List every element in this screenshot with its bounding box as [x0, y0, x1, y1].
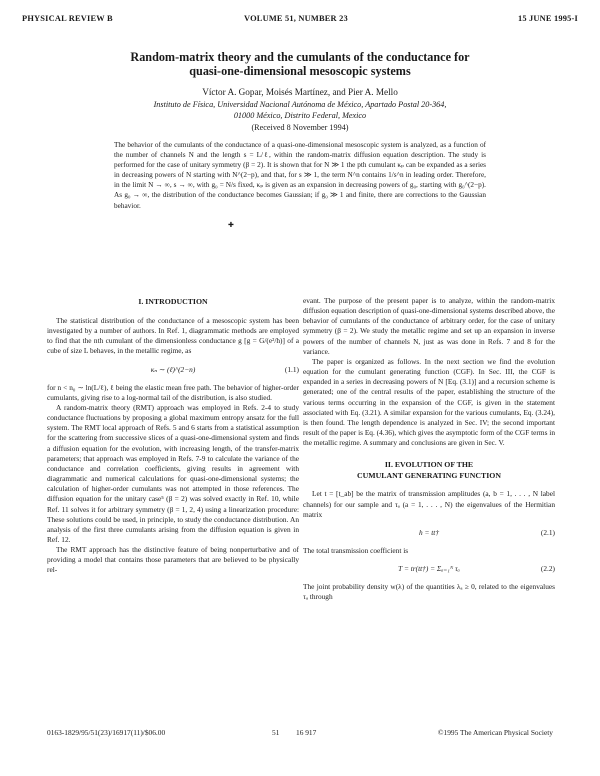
equation-1-1-body: κₙ ∼ (ℓ)^(2−n) [150, 364, 196, 374]
equation-1-1 [47, 357, 299, 383]
received-date: (Received 8 November 1994) [251, 123, 349, 132]
right-paragraph-1: evant. The purpose of the present paper is to analyze, within the random-matrix diffusion equation description of quasi-one-dimensional systems described above, the behavior of cumulants of the conductance of arbitrary order, for the case of unitary symmetry (β = 2). We study the metallic regime and set up an expansion in inverse powers of the number of channels N, just as was done in Refs. 7 and 8 for the variance. [303, 296, 555, 356]
registration-mark: ✚ [228, 221, 234, 229]
footer-copyright: ©1995 The American Physical Society [437, 728, 553, 737]
title-line-2: quasi-one-dimensional mesoscopic systems [189, 64, 411, 78]
footer-page-number: 16 917 [296, 728, 317, 737]
equation-2-1 [303, 520, 555, 546]
right-column [303, 296, 555, 602]
affiliation-line-1: Instituto de Física, Universidad Nacional Autónoma de México, Apartado Postal 20-364, [153, 100, 447, 109]
journal-name: PHYSICAL REVIEW B [22, 14, 113, 23]
intro-paragraph-4: The RMT approach has the distinctive feature of being nonperturbative and of providing a model that contains those parameters that are believed to be physically rel- [47, 545, 299, 575]
right-paragraph-4: The total transmission coefficient is [303, 545, 409, 555]
title-line-1: Random-matrix theory and the cumulants of the conductance for [130, 50, 470, 64]
footer-volume: 51 [272, 728, 280, 737]
equation-2-1-body: h = tt† [418, 527, 440, 537]
intro-paragraph-1: The statistical distribution of the conductance of a mesoscopic system has been investigated by a number of authors. In Ref. 1, diagrammatic methods are employed to find that the nth cumulant of the dimensionless conductance g [g = G/(e²/h)] of a cube of size L behaves, in the metallic regime, as [47, 316, 299, 356]
left-column [47, 296, 299, 576]
equation-2-2-body: T = tr(tt†) = Σₐ₌₁ᴺ τₐ [398, 563, 460, 573]
affiliation-line-2: 01000 México, Distrito Federal, Mexico [233, 111, 367, 120]
equation-1-1-number: (1.1) [284, 364, 299, 374]
intro-paragraph-3: A random-matrix theory (RMT) approach was employed in Refs. 2-4 to study conductance fluctuations by proposing a global maximum entropy ansatz for the full system. The RMT local approach of Refs. 5 and 6 starts from a statistical assumption for the scattering from successive slices of a quasi-one-dimensional system and finds a diffusion equation for the evolution, with increasing length, of the transfer-matrix parameters; that approach was employed in Refs. 7-9 to calculate the variance of the conductance and correlation coefficients, giving results in agreement with diagrammatic and numerical calculations for quasi-one-dimensional systems; the calculation of higher-order cumulants was not attempted in those references. The diffusion equation for the unitary case⁵ (β = 2) was solved exactly in Ref. 10, while Ref. 11 solves it for arbitrary symmetry (β = 1, 2, 4) using a linearization procedure: These solutions could be used, in principle, to study the conductance distribution. An analysis of the first three cumulants arising from the diffusion equation is given in Ref. 12. [47, 402, 299, 544]
footer-code: 0163-1829/95/51(23)/16917(11)/$06.00 [47, 728, 166, 737]
section-heading-line-1: II. EVOLUTION OF THE [384, 460, 474, 470]
right-paragraph-5: The joint probability density w(λ) of the quantities λₐ ≥ 0, related to the eigenvalues τₐ through [303, 581, 555, 602]
section-heading-evolution [303, 459, 555, 481]
equation-2-1-number: (2.1) [540, 527, 555, 537]
right-paragraph-3: Let t = [t_ab] be the matrix of transmission amplitudes (a, b = 1, . . . , N label channels) for our sample and τₐ (a = 1, . . . , N) the eigenvalues of the Hermitian matrix [303, 489, 555, 519]
equation-2-2 [303, 556, 555, 582]
section-heading-introduction: I. INTRODUCTION [138, 297, 208, 306]
paper-title [0, 50, 600, 78]
equation-2-2-number: (2.2) [540, 563, 555, 573]
intro-paragraph-2: for n < n₀ ∼ ln(L/ℓ), ℓ being the elastic mean free path. The behavior of higher-order cumulants, giving rise to a log-normal tail of the distribution, is also studied. [47, 382, 299, 402]
section-heading-line-2: CUMULANT GENERATING FUNCTION [357, 471, 501, 481]
author-list: Víctor A. Gopar, Moisés Martínez, and Pier A. Mello [202, 87, 398, 97]
volume-number: VOLUME 51, NUMBER 23 [244, 14, 348, 23]
abstract: The behavior of the cumulants of the conductance of a quasi-one-dimensional mesoscopic system is analyzed, as a function of the number of channels N and the length s = L/ℓ, within the random-matrix diffusion equation description. The study is performed for the case of unitary symmetry (β = 2). It is shown that for N ≫ 1 the pth cumulant κₚ can be expanded as a series in decreasing powers of N starting with N^(2−p), and that, for s ≫ 1, the term N^n contains 1/s^n in leading order. Therefore, in the limit N → ∞, s → ∞, with g₀ = N/s fixed, κₚ is given as an expansion in decreasing powers of g₀, starting with g₀^(2−p). As g₀ → ∞, the distribution of the conductance becomes Gaussian; if g₀ ≫ 1 and finite, there are corrections to the Gaussian behavior. [114, 141, 486, 210]
right-paragraph-2: The paper is organized as follows. In the next section we find the evolution equation for the cumulant generating function (CGF). In Sec. III, the CGF is expanded in a series in decreasing powers of N [Eq. (3.1)] and a recursion scheme is generated; one of the central results of the paper, establishing the structure of the various terms occurring in the expansion of the CGF, is given in the statement associated with Eq. (3.21). A similar expansion for the various cumulants, Eq. (3.24), is then found. The length dependence is analyzed in Sec. IV; the second important result of the paper is Eq. (4.36), which gives the asymptotic form of the CGF terms in the metallic regime. A summary and conclusions are given in Sec. V. [303, 356, 555, 448]
issue-date: 15 JUNE 1995-I [517, 14, 578, 23]
